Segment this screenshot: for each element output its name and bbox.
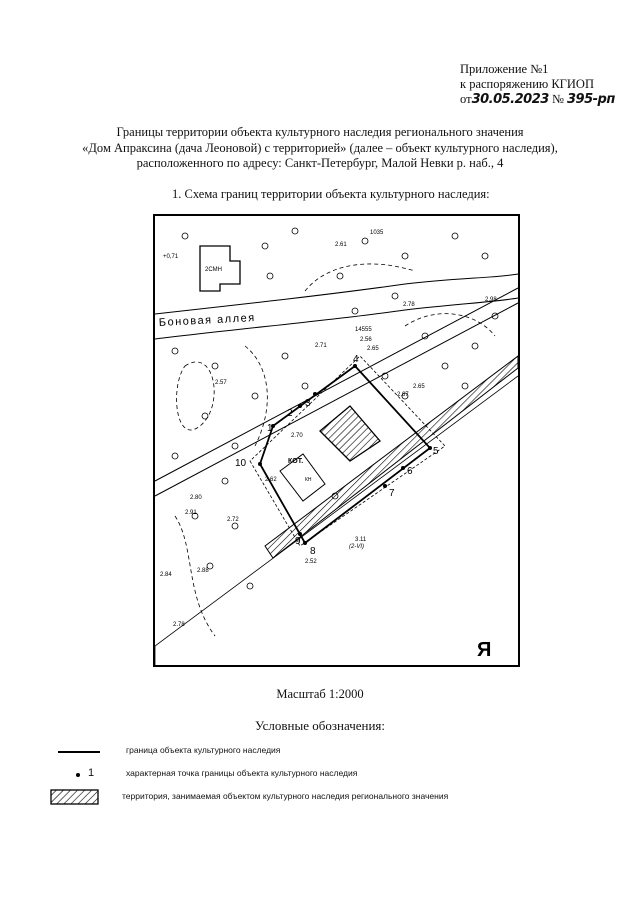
legend-item-boundary: граница объекта культурного наследия [50, 743, 610, 761]
svg-text:2.62: 2.62 [265, 477, 277, 483]
point-4: 4 [353, 354, 359, 365]
annex-order-ref: к распоряжению КГИОП [460, 77, 594, 91]
point-5: 5 [433, 446, 439, 457]
svg-text:2.98: 2.98 [485, 297, 497, 303]
svg-text:2.61: 2.61 [335, 242, 347, 248]
annex-date: 30.05.2023 [471, 92, 549, 107]
svg-text:2.65: 2.65 [413, 384, 425, 390]
svg-text:2.88: 2.88 [197, 568, 209, 574]
map-scale: Масштаб 1:2000 [276, 687, 364, 701]
legend-item-point: 1 характерная точка границы объекта культурного наследия [50, 766, 610, 784]
svg-text:2.57: 2.57 [215, 380, 227, 386]
corner-mark: Я [477, 639, 492, 661]
point-10: 10 [235, 458, 247, 469]
building-label: 2СМН [205, 267, 222, 273]
pipe-label: (2-VI) [349, 544, 364, 550]
annex-block [460, 62, 632, 107]
point-3: 3 [305, 398, 311, 409]
svg-text:1035: 1035 [370, 230, 384, 236]
annex-title: Приложение №1 [460, 62, 549, 76]
svg-text:2.70: 2.70 [291, 433, 303, 439]
section-heading: 1. Схема границ территории объекта культурного наследия: [172, 187, 490, 201]
svg-text:2.56: 2.56 [360, 337, 372, 343]
svg-text:2.67: 2.67 [397, 392, 409, 398]
hatched-territory-symbol [50, 789, 100, 807]
point-6: 6 [407, 466, 413, 477]
svg-text:2.84: 2.84 [160, 572, 172, 578]
svg-text:+0,71: +0,71 [163, 254, 179, 260]
svg-text:2.71: 2.71 [315, 343, 327, 349]
boundary-map [153, 214, 520, 667]
svg-text:2.78: 2.78 [403, 302, 415, 308]
svg-text:2.78: 2.78 [173, 622, 185, 628]
legend-item-territory: территория, занимаемая объектом культурного наследия регионального значения [50, 789, 610, 807]
annex-number: 395-рп [567, 92, 615, 107]
boundary-line-symbol [50, 743, 100, 761]
heritage-building [320, 406, 380, 461]
map-drawing [155, 216, 518, 665]
point-1: 1 [267, 423, 273, 434]
street-label: Боновая аллея [158, 311, 256, 329]
svg-text:2.80: 2.80 [190, 495, 202, 501]
svg-text:2.52: 2.52 [305, 559, 317, 565]
point-9: 9 [295, 536, 301, 547]
kn-label: КН [305, 477, 312, 483]
kot-label: КОТ. [288, 458, 304, 465]
svg-text:2.72: 2.72 [227, 517, 239, 523]
svg-text:3.11: 3.11 [355, 537, 367, 543]
svg-text:2.91: 2.91 [185, 510, 197, 516]
point-2: 2 [287, 408, 293, 419]
legend-title: Условные обозначения: [254, 718, 386, 733]
svg-text:14555: 14555 [355, 327, 372, 333]
svg-text:2.65: 2.65 [367, 346, 379, 352]
point-8: 8 [310, 546, 316, 557]
document-title: Границы территории объекта культурного наследия регионального значения «Дом Апраксина (дача Леоновой) с территорией» (далее – объект культурного наследия), расположенного по адресу: Санкт-Петербург, Малой Невки р. наб., 4 [82, 125, 558, 170]
annex-date-line: от30.05.2023 № 395-рп [460, 92, 615, 107]
point-7: 7 [389, 488, 395, 499]
point-symbol: 1 [50, 766, 100, 784]
